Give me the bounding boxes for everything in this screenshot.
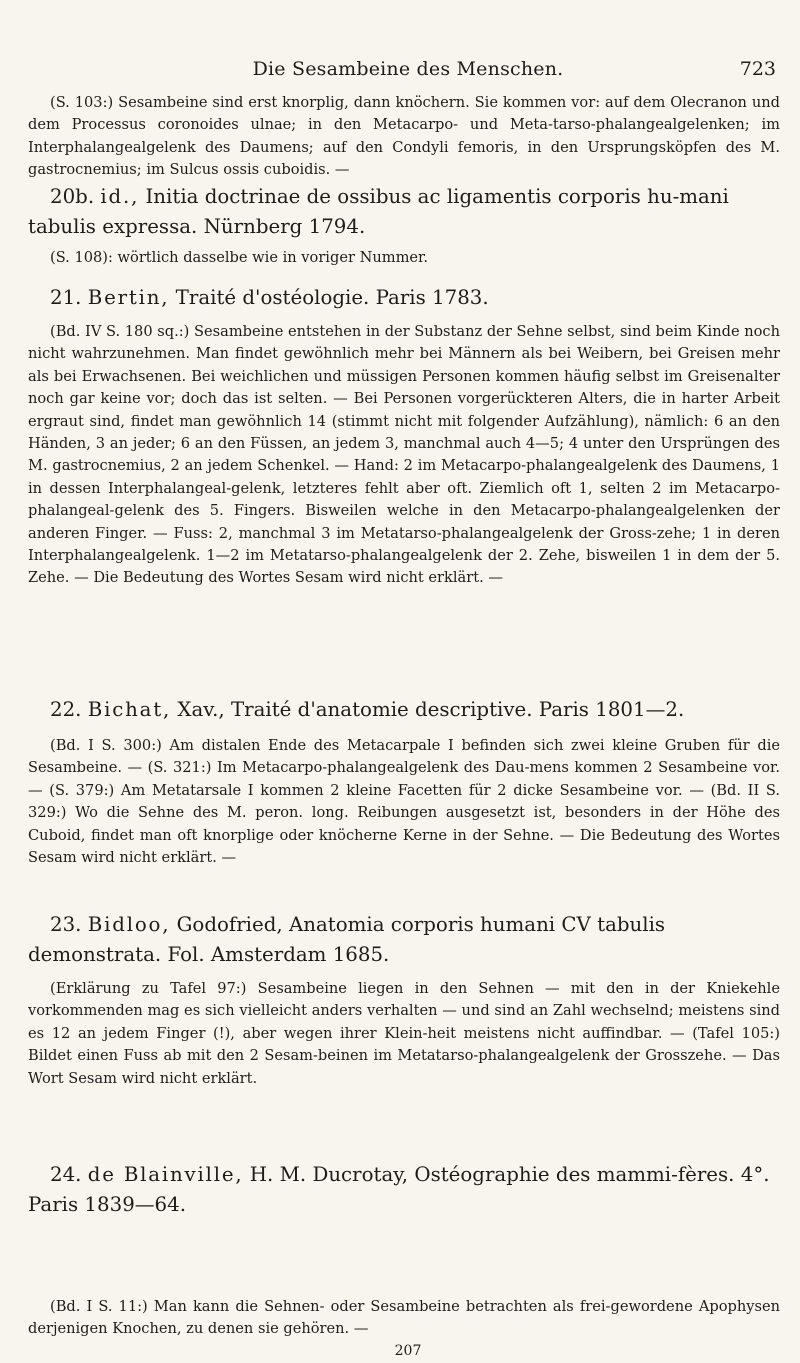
paragraph-bertin: (Bd. IV S. 180 sq.:) Sesambeine entstehen in der Substanz der Sehne selbst, sind beim Kinde noch nicht wahrzunehmen. Man findet gewöhnlich mehr bei Männern als bei Weibern, bei Greisen mehr als bei Erwachsenen. Bei weichlichen und müssigen Personen kommen häufig selbst im Greisenalter noch gar keine vor; doch das ist selten. — Bei Personen vorgerückteren Alters, die in harter Arbeit ergraut sind, findet man gewöhnlich 14 (stimmt nicht mit folgender Aufzählung), nämlich: 6 an den Händen, 3 an jeder; 6 an den Füssen, an jedem 3, manchmal auch 4—5; 4 unter den Ursprüngen des M. gastrocnemius, 2 an jedem Schenkel. — Hand: 2 im Metacarpo-phalangealgelenk des Daumens, 1 in dessen Interphalangeal-gelenk, letzteres fehlt aber oft. Ziemlich oft 1, selten 2 im Metacarpo-phalangeal-gelenk des 5. Fingers. Bisweilen welche in den Metacarpo-phalangealgelenken der anderen Finger. — Fuss: 2, manchmal 3 im Metatarso-phalangealgelenk der Gross-zehe; 1 in deren Interphalangealgelenk. 1—2 im Metatarso-phalangealgelenk der 2. Zehe, bisweilen 1 in dem der 5. Zehe. — Die Bedeutung des Wortes Sesam wird nicht erklärt. — [28,323,780,587]
running-header [28,58,788,84]
entry-23 [28,910,780,970]
paragraph-s108: (S. 108): wörtlich dasselbe wie in voriger Nummer. [50,249,429,266]
signature-mark: 207 [394,1343,422,1359]
entry-author: Bertin, [87,286,170,309]
paragraph-blainville: (Bd. I S. 11:) Man kann die Sehnen- oder Sesambeine betrachten als frei-gewordene Apophysen derjenigen Knochen, zu denen sie gehören. — [28,1298,780,1338]
entry-number: 22. [50,698,82,721]
entry-24 [28,1160,780,1220]
entry-number: 23. [50,913,82,936]
page [28,0,788,1363]
entry-20b [28,182,780,242]
entry-title: Initia doctrinae de ossibus ac ligamentis corporis hu-mani tabulis expressa. Nürnberg 1794. [28,185,729,238]
entry-author: de Blainville, [87,1163,244,1186]
entry-21 [28,283,780,313]
entry-title: Traité d'ostéologie. Paris 1783. [175,286,489,309]
paragraph-bichat: (Bd. I S. 300:) Am distalen Ende des Metacarpale I befinden sich zwei kleine Gruben für die Sesambeine. — (S. 321:) Im Metacarpo-phalangealgelenk des Dau-mens kommen 2 Sesambeine vor. — (S. 379:) Am Metatarsale I kommen 2 kleine Facetten für 2 dicke Sesambeine vor. — (Bd. II S. 329:) Wo die Sehne des M. peron. long. Reibungen ausgesetzt ist, besonders in der Höhe des Cuboid, findet man oft knorplige oder knöcherne Kerne in der Sehne. — Die Bedeutung des Wortes Sesam wird nicht erklärt. — [28,737,780,867]
entry-title: Xav., Traité d'anatomie descriptive. Paris 1801—2. [177,698,685,721]
entry-number: 20b. [50,185,95,208]
entry-author: id., [100,185,140,208]
page-number: 723 [739,58,776,80]
entry-author: Bidloo, [87,913,171,936]
entry-22 [28,695,780,725]
paragraph-bidloo: (Erklärung zu Tafel 97:) Sesambeine liegen in den Sehnen — mit den in der Kniekehle vorkommenden mag es sich vielleicht anders verhalten — und sind an Zahl wechselnd; meistens sind es 12 an jedem Finger (!), aber wegen ihrer Klein-heit meistens nicht auffindbar. — (Tafel 105:) Bildet einen Fuss ab mit den 2 Sesam-beinen im Metatarso-phalangealgelenk der Grosszehe. — Das Wort Sesam wird nicht erklärt. [28,980,780,1087]
paragraph-s103: (S. 103:) Sesambeine sind erst knorplig, dann knöchern. Sie kommen vor: auf dem Olecranon und dem Processus coronoides ulnae; in den Metacarpo- und Meta-tarso-phalangealgelenken; im Interphalangealgelenk des Daumens; auf den Condyli femoris, in den Ursprungsköpfen des M. gastrocnemius; im Sulcus ossis cuboidis. — [28,94,780,179]
entry-title: H. M. Ducrotay, Ostéographie des mammi-fères. 4°. Paris 1839—64. [28,1163,770,1216]
entry-author: Bichat, [87,698,172,721]
header-title: Die Sesambeine des Menschen. [252,58,564,80]
entry-number: 24. [50,1163,82,1186]
entry-number: 21. [50,286,82,309]
entry-title: Godofried, Anatomia corporis humani CV tabulis demonstrata. Fol. Amsterdam 1685. [28,913,666,966]
